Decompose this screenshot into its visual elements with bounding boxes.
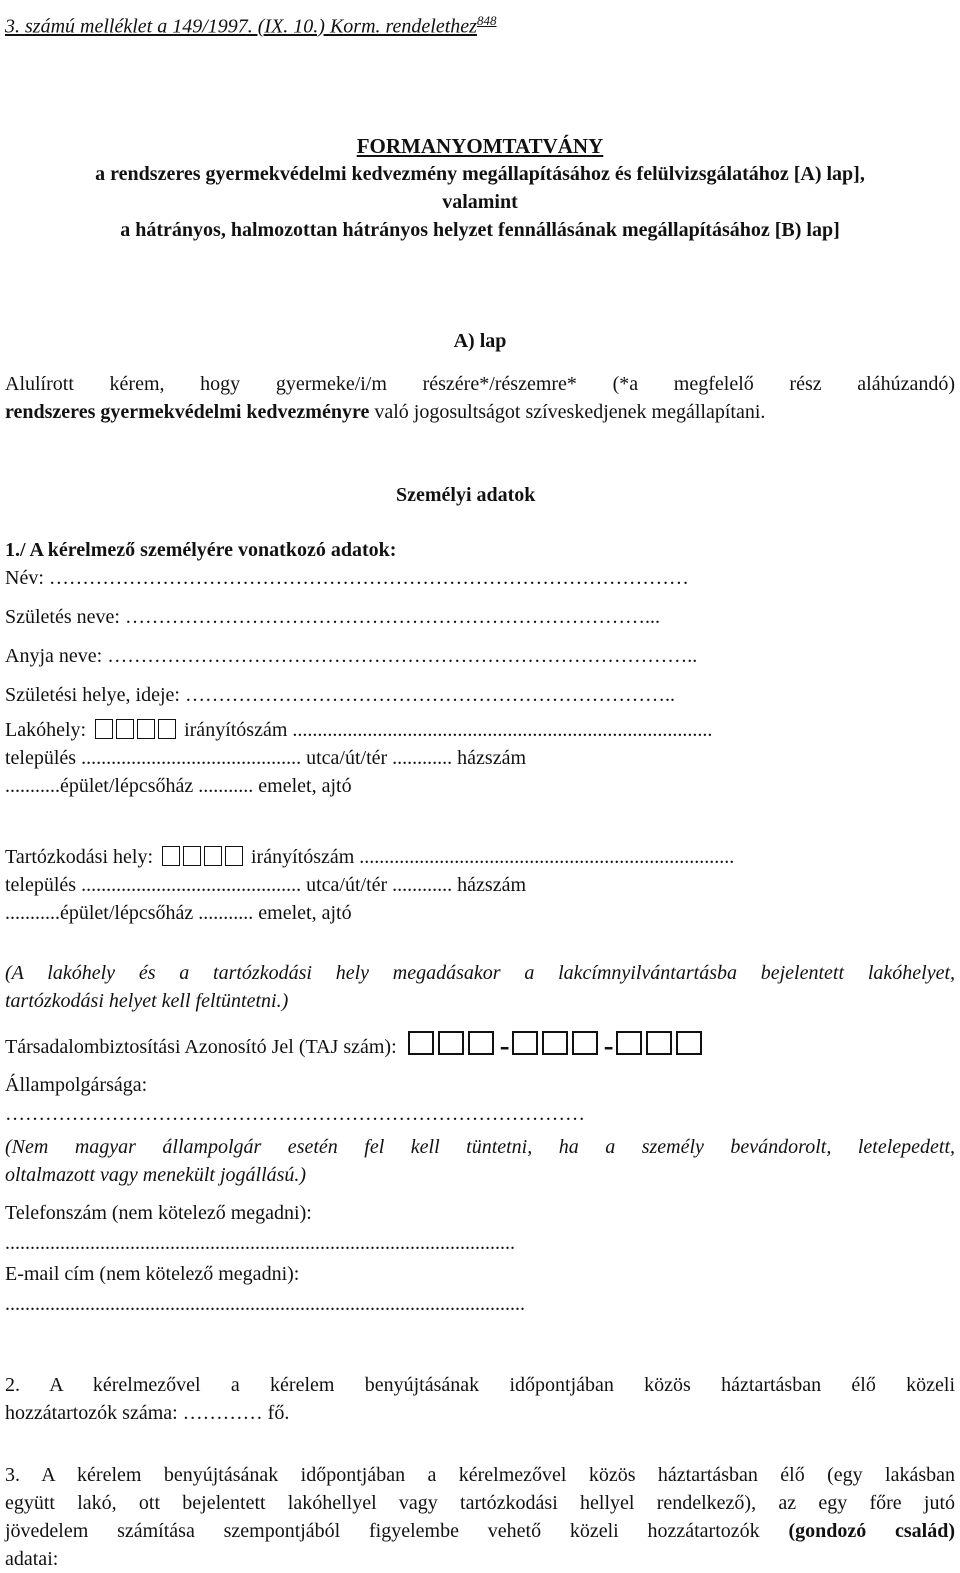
appendix-reference[interactable] bbox=[5, 7, 955, 41]
taj-box-icon[interactable] bbox=[512, 1031, 538, 1055]
stay-building[interactable]: ...........épület/lépcsőház ........... emelet, ajtó bbox=[5, 902, 352, 924]
phone-label: Telefonszám (nem kötelező megadni): bbox=[5, 1202, 312, 1224]
zip-box-icon[interactable] bbox=[158, 719, 176, 739]
citizenship-note-2: oltalmazott vagy menekült jogállású.) bbox=[5, 1164, 307, 1186]
stay-zip-label[interactable]: irányítószám ........................................................................... bbox=[251, 846, 735, 868]
intro-bold: rendszeres gyermekvédelmi kedvezményre bbox=[5, 401, 370, 423]
title-line-1: a rendszeres gyermekvédelmi kedvezmény megállapításához és felülvizsgálatához [A) lap], bbox=[95, 163, 865, 185]
zip-label[interactable]: irányítószám .................................................................................... bbox=[184, 719, 713, 741]
zip-box-icon[interactable] bbox=[225, 846, 243, 866]
intro-rest: való jogosultságot szíveskedjenek megállapítani. bbox=[369, 401, 766, 423]
title-line-3: a hátrányos, halmozottan hátrányos helyzet fennállásának megállapításához [B) lap] bbox=[120, 219, 840, 241]
citizenship-field[interactable]: …………………………………………………………………………… bbox=[5, 1103, 585, 1125]
taj-box-icon[interactable] bbox=[572, 1031, 598, 1055]
taj-box-icon[interactable] bbox=[616, 1031, 642, 1055]
email-field[interactable]: ........................................................................................................ bbox=[5, 1293, 525, 1315]
birth-name-field[interactable]: Születés neve: ……………………………………………………………………... bbox=[5, 606, 660, 628]
taj-row bbox=[5, 1031, 955, 1061]
dash-icon: - bbox=[499, 1029, 510, 1062]
appendix-link[interactable]: 3. számú melléklet a 149/1997. (IX. 10.) Korm. rendelethez bbox=[5, 15, 477, 38]
address-note-1: (A lakóhely és a tartózkodási hely megadásakor a lakcímnyilvántartásba bejelentett lakóhelyet, bbox=[5, 962, 955, 984]
footnote-marker[interactable]: 848 bbox=[476, 13, 497, 28]
s3-line-2: együtt lakó, ott bejelentett lakóhellyel vagy tartózkodási hellyel rendelkező), az egy főre jutó bbox=[5, 1492, 955, 1514]
name-field[interactable]: Név: …………………………………………………………………………………… bbox=[5, 567, 689, 589]
form-title: FORMANYOMTATVÁNY bbox=[356, 134, 604, 158]
citizenship-label: Állampolgársága: bbox=[5, 1074, 148, 1096]
zip-box-icon[interactable] bbox=[162, 846, 180, 866]
s3-line-3-bold: (gondozó család) bbox=[788, 1520, 955, 1542]
taj-label: Társadalombiztosítási Azonosító Jel (TAJ szám): bbox=[5, 1036, 397, 1058]
phone-field[interactable]: ...................................................................................................... bbox=[5, 1232, 515, 1254]
zip-boxes bbox=[95, 719, 184, 741]
stay-row bbox=[5, 843, 955, 871]
dash-icon: - bbox=[603, 1029, 614, 1062]
citizenship-note-1: (Nem magyar állampolgár esetén fel kell tüntetni, ha a személy bevándorolt, letelepedett, bbox=[5, 1136, 955, 1158]
taj-box-icon[interactable] bbox=[676, 1031, 702, 1055]
intro-line-2 bbox=[5, 398, 955, 426]
s1-heading: 1./ A kérelmező személyére vonatkozó adatok: bbox=[5, 539, 397, 561]
s3-line-3-text: jövedelem számítása szempontjából figyelembe vehető közeli hozzátartozók bbox=[5, 1520, 789, 1542]
taj-box-icon[interactable] bbox=[408, 1031, 434, 1055]
stay-label: Tartózkodási hely: bbox=[5, 846, 153, 868]
mother-name-field[interactable]: Anyja neve: …………………………………………………………………………….. bbox=[5, 645, 698, 667]
zip-box-icon[interactable] bbox=[137, 719, 155, 739]
title-line-2: valamint bbox=[442, 191, 518, 213]
s3-line-3 bbox=[5, 1517, 955, 1545]
taj-box-icon[interactable] bbox=[468, 1031, 494, 1055]
s2-line-1: 2. A kérelmezővel a kérelem benyújtásának időpontjában közös háztartásban élő közeli bbox=[5, 1374, 955, 1396]
stay-zip-boxes bbox=[162, 846, 251, 868]
intro-line-1: Alulírott kérem, hogy gyermeke/i/m részére*/részemre* (*a megfelelő rész aláhúzandó) bbox=[5, 373, 955, 395]
zip-box-icon[interactable] bbox=[116, 719, 134, 739]
stay-address[interactable]: település ............................................ utca/út/tér ............ házszám bbox=[5, 874, 527, 896]
email-label: E-mail cím (nem kötelező megadni): bbox=[5, 1263, 300, 1285]
address-note-2: tartózkodási helyet kell feltüntetni.) bbox=[5, 990, 289, 1012]
zip-box-icon[interactable] bbox=[183, 846, 201, 866]
residence-building[interactable]: ...........épület/lépcsőház ........... emelet, ajtó bbox=[5, 775, 352, 797]
residence-label: Lakóhely: bbox=[5, 719, 87, 741]
taj-boxes bbox=[408, 1029, 706, 1062]
residence-address[interactable]: település ............................................ utca/út/tér ............ házszám bbox=[5, 747, 527, 769]
sheet-label: A) lap bbox=[453, 330, 507, 352]
residence-row bbox=[5, 716, 955, 744]
section-title: Személyi adatok bbox=[396, 484, 536, 506]
s3-line-1: 3. A kérelem benyújtásának időpontjában a kérelmezővel közös háztartásban élő (egy lakásban bbox=[5, 1464, 955, 1486]
taj-box-icon[interactable] bbox=[438, 1031, 464, 1055]
s3-line-4: adatai: bbox=[5, 1548, 59, 1570]
taj-box-icon[interactable] bbox=[542, 1031, 568, 1055]
zip-box-icon[interactable] bbox=[204, 846, 222, 866]
zip-box-icon[interactable] bbox=[95, 719, 113, 739]
s2-line-2[interactable]: hozzátartozók száma: ………… fő. bbox=[5, 1402, 290, 1424]
birth-place-field[interactable]: Születési helye, ideje: ……………………………………………………………….. bbox=[5, 684, 675, 706]
taj-box-icon[interactable] bbox=[646, 1031, 672, 1055]
